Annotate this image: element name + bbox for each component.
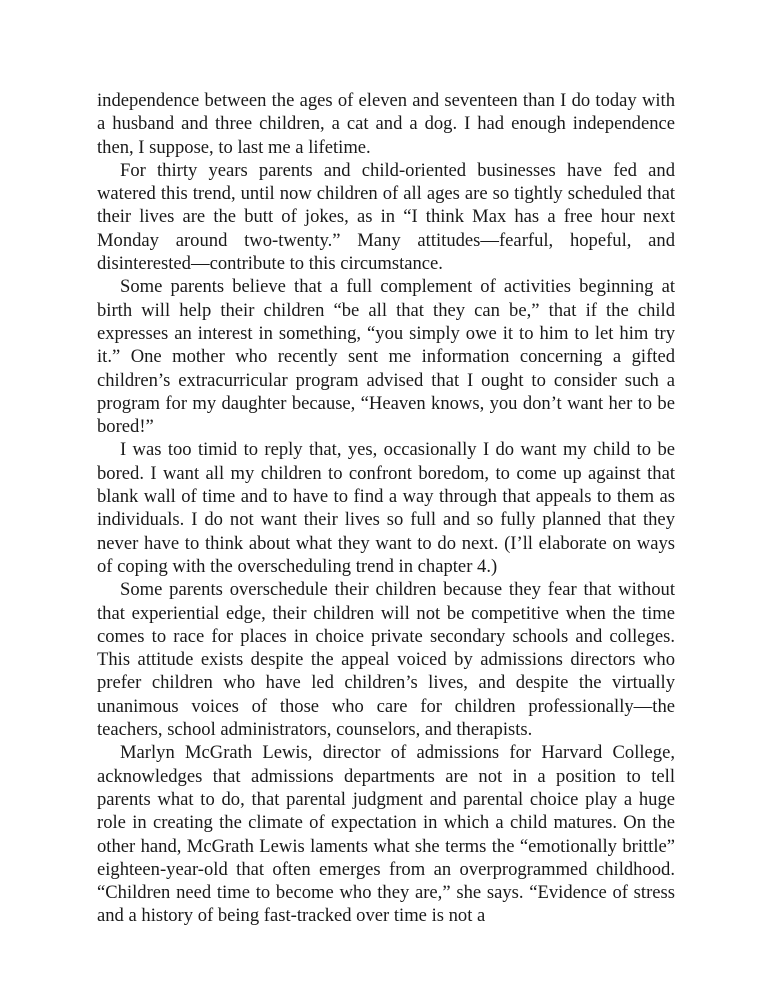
body-text [97,89,675,928]
paragraph-boredom: I was too timid to reply that, yes, occasionally I do want my child to be bored. I want all my children to confront boredom, to come up against that blank wall of time and to have to find a way through that appeals to them as individuals. I do not want their lives so full and so fully planned that they never have to think about what they want to do next. (I’ll elaborate on ways of coping with the overscheduling trend in chapter 4.) [97,439,675,577]
paragraph-overschedule-fear: Some parents overschedule their children because they fear that without that experiential edge, their children will not be competitive when the time comes to race for places in choice private secondary schools and colleges. This attitude exists despite the appeal voiced by admissions directors who prefer children who have led children’s lives, and despite the virtually unanimous voices of those who care for children professionally—the teachers, school administrators, counselors, and therapists. [97,579,675,741]
paragraph-full-complement: Some parents believe that a full complement of activities beginning at birth will help their children “be all that they can be,” that if the child expresses an interest in something, “you simply owe it to him to let him try it.” One mother who recently sent me information concerning a gifted children’s extracurricular program advised that I ought to consider such a program for my daughter because, “Heaven knows, you don’t want her to be bored!” [97,276,675,438]
paragraph-harvard-admissions: Marlyn McGrath Lewis, director of admissions for Harvard College, acknowledges that admissions departments are not in a position to tell parents what to do, that parental judgment and parental choice play a huge role in creating the climate of expectation in which a child matures. On the other hand, McGrath Lewis laments what she terms the “emotionally brittle” eighteen-year-old that often emerges from an overprogrammed childhood. “Children need time to become who they are,” she says. “Evidence of stress and a history of being fast-tracked over time is not a [97,742,675,927]
paragraph-continued: independence between the ages of eleven and seventeen than I do today with a husband and three children, a cat and a dog. I had enough independence then, I suppose, to last me a lifetime. [97,90,675,158]
paragraph-scheduling-trend: For thirty years parents and child-oriented businesses have fed and watered this trend, until now children of all ages are so tightly scheduled that their lives are the butt of jokes, as in “I think Max has a free hour next Monday around two-twenty.” Many attitudes—fearful, hopeful, and disinterested—contribute to this circumstance. [97,159,675,275]
